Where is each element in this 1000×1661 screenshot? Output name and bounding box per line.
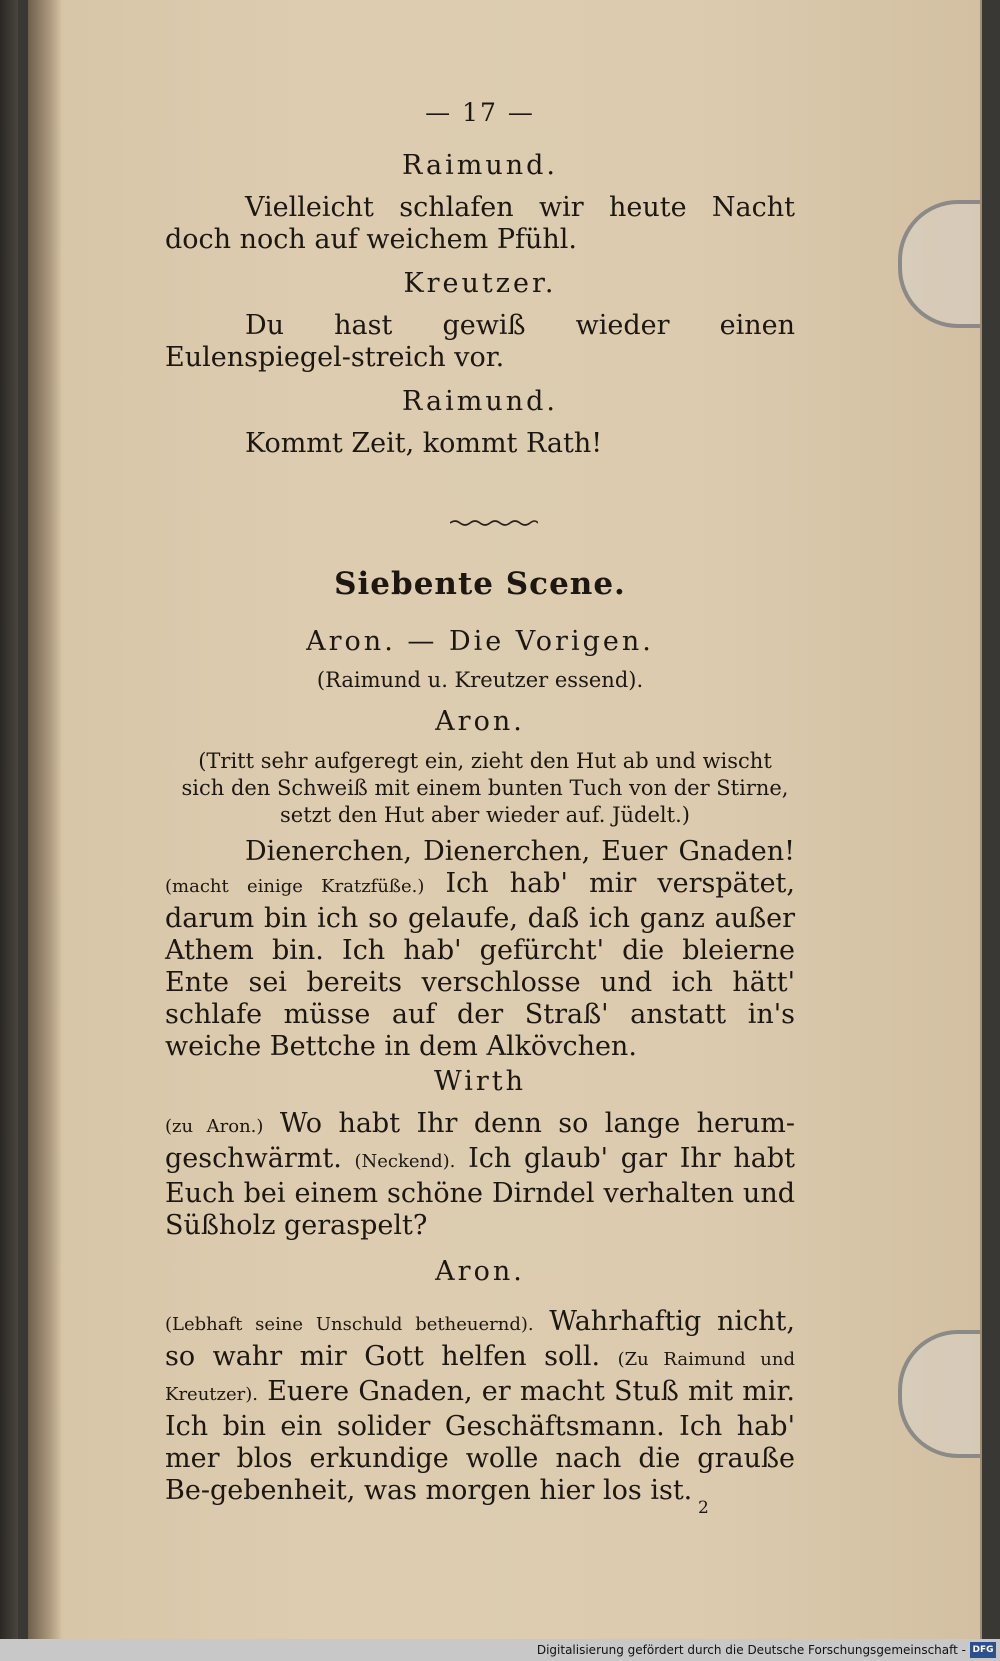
dialogue-line: Euere Gnaden, er macht Stuß mit mir. Ich bin ein solider Geschäftsmann. Ich hab' mer blos erkundige wolle nach die grauße Be-gebenheit, was morgen hier los ist. bbox=[165, 1376, 795, 1506]
page-number: — 17 — bbox=[425, 98, 535, 127]
stage-direction-inline: (macht einige Kratzfüße.) bbox=[165, 876, 425, 897]
scene-title: Siebente Scene. bbox=[334, 566, 626, 602]
scene-cast-note: (Raimund u. Kreutzer essend). bbox=[316, 668, 644, 692]
footer-credit: Digitalisierung gefördert durch die Deutsche Forschungsgemeinschaft - bbox=[536, 1643, 966, 1657]
dialogue-line: Vielleicht schlafen wir heute Nacht doch noch auf weichem Pfühl. bbox=[165, 192, 795, 255]
dialogue-line: Wahrhaftig nicht, so wahr mir Gott helfen soll. bbox=[165, 1306, 795, 1372]
dialogue-line: Du hast gewiß wieder einen Eulenspiegel-streich vor. bbox=[165, 310, 795, 373]
dialogue-line: Ich hab' mir verspätet, darum bin ich so gelaufe, daß ich ganz außer Athem bin. Ich hab' gefürcht' die bleierne Ente sei bereits verschlosse und ich hätt' schlafe müsse auf der Straß' anstatt in's weiche Bettche in dem Alkövchen. bbox=[165, 868, 795, 1062]
page-clip-bottom bbox=[898, 1330, 980, 1458]
stage-direction-inline: (Zu Raimund und Kreutzer). bbox=[165, 1349, 795, 1405]
book-binding bbox=[0, 0, 18, 1661]
speaker-heading: Raimund. bbox=[402, 150, 558, 181]
dialogue-line: Dienerchen, Dienerchen, Euer Gnaden! bbox=[245, 836, 795, 867]
printer-signature-mark: 2 bbox=[698, 1498, 709, 1518]
speaker-heading: Wirth bbox=[433, 1066, 527, 1097]
stage-direction-inline: (Neckend). bbox=[354, 1151, 456, 1172]
scene-cast: Aron. — Die Vorigen. bbox=[306, 626, 654, 657]
dialogue-line: Wo habt Ihr denn so lange herum-geschwärmt. bbox=[165, 1108, 795, 1174]
speaker-heading: Raimund. bbox=[402, 386, 558, 417]
dialogue-line: Ich glaub' gar Ihr habt Euch bei einem schöne Dirndel verhalten und Süßholz geraspelt? bbox=[165, 1143, 795, 1241]
speaker-heading: Kreutzer. bbox=[403, 268, 557, 299]
stage-direction: (Tritt sehr aufgeregt ein, zieht den Hut ab und wischt sich den Schweiß mit einem bunten Tuch von der Stirne, setzt den Hut aber wieder auf. Jüdelt.) bbox=[181, 749, 789, 827]
page-clip-top bbox=[898, 200, 980, 328]
digitization-footer bbox=[0, 1639, 1000, 1661]
stage-direction-inline: (Lebhaft seine Unschuld betheuernd). bbox=[165, 1314, 534, 1335]
speaker-heading: Aron. bbox=[435, 706, 525, 737]
stage-direction-inline: (zu Aron.) bbox=[165, 1116, 264, 1137]
section-divider bbox=[450, 518, 538, 528]
dialogue-line: Kommt Zeit, kommt Rath! bbox=[245, 428, 603, 459]
speaker-heading: Aron. bbox=[435, 1256, 525, 1287]
page-gutter-shadow bbox=[28, 0, 62, 1661]
dfg-logo-icon: DFG bbox=[970, 1642, 996, 1658]
